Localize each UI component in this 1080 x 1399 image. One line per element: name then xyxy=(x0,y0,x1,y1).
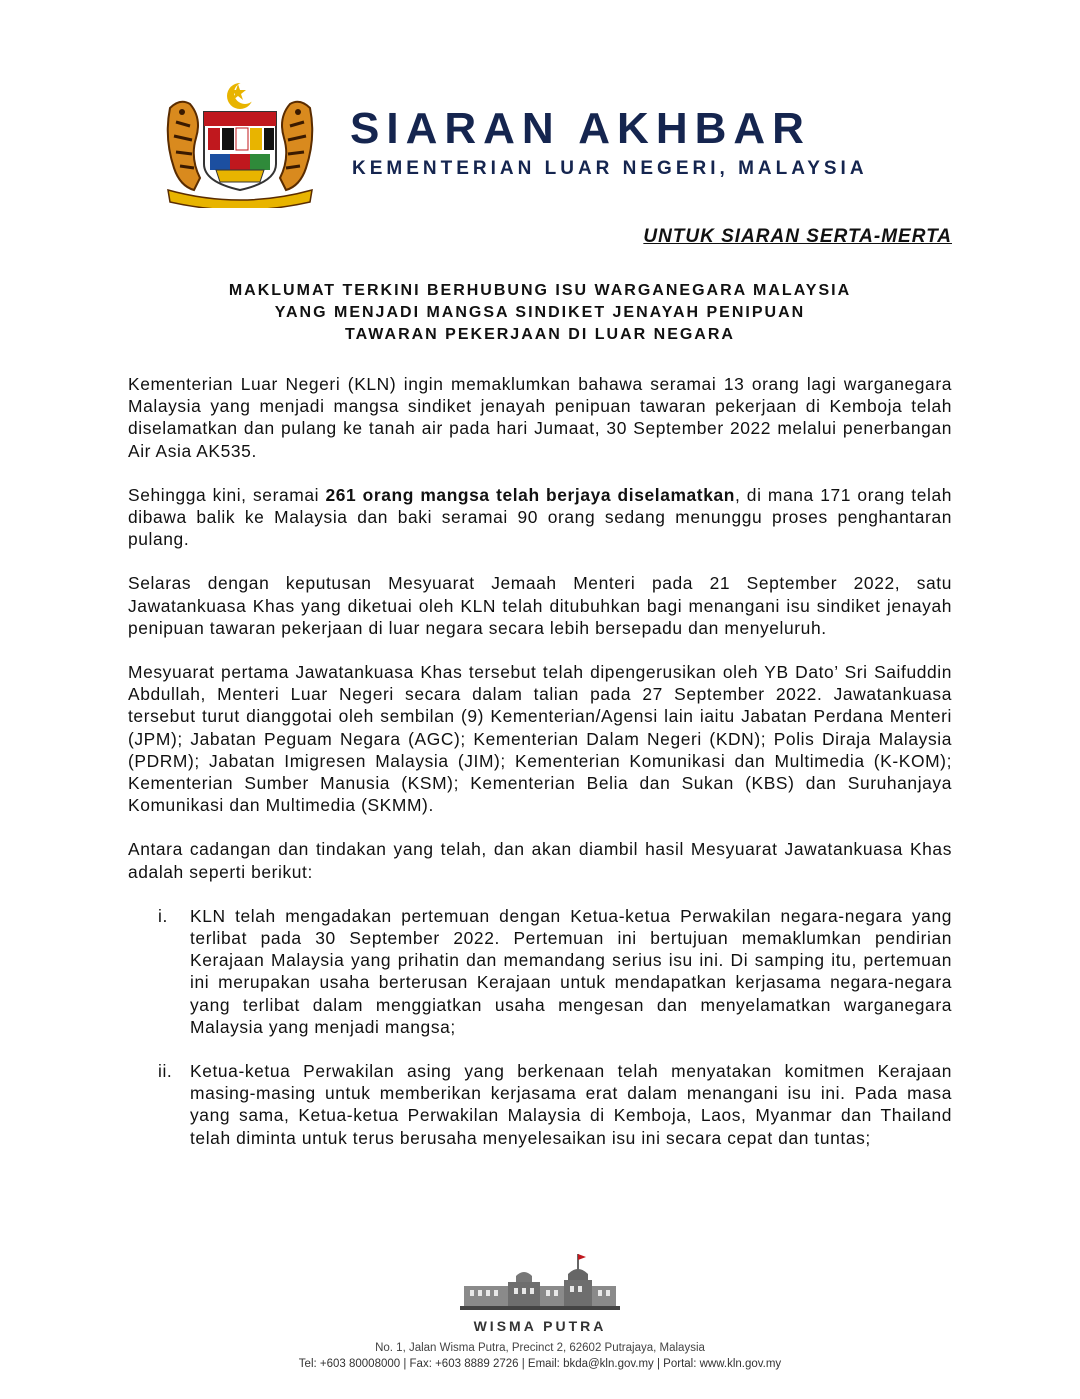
heading-line-2: YANG MENJADI MANGSA SINDIKET JENAYAH PENIPUAN xyxy=(274,304,806,321)
paragraph-3: Selaras dengan keputusan Mesyuarat Jemaah Menteri pada 21 September 2022, satu Jawatankuasa Khas yang diketuai oleh KLN telah ditubuhkan bagi menangani isu sindiket jenayah penipuan tawaran pekerjaan di luar negara secara lebih bersepadu dan menyeluruh. xyxy=(128,573,952,638)
wisma-putra-building-icon xyxy=(460,1252,620,1314)
document-title: SIARAN AKHBAR xyxy=(350,104,811,153)
list-item-text: Ketua-ketua Perwakilan asing yang berkenaan telah menyatakan komitmen Kerajaan masing-masing untuk memberikan kerjasama erat dalam menangani isu ini. Pada masa yang sama, Ketua-ketua Perwakilan Malaysia di Kemboja, Laos, Myanmar dan Thailand telah diminta untuk terus berusaha menyelesaikan isu ini secara cepat dan tuntas; xyxy=(190,1061,952,1148)
footer-address: No. 1, Jalan Wisma Putra, Precinct 2, 62602 Putrajaya, Malaysia xyxy=(375,1342,705,1354)
press-release-heading xyxy=(150,280,930,346)
list-item-text: KLN telah mengadakan pertemuan dengan Ketua-ketua Perwakilan negara-negara yang terlibat pada 30 September 2022. Pertemuan ini bertujuan memaklumkan pendirian Kerajaan Malaysia yang prihatin dan memandang serius isu ini. Di samping itu, pertemuan ini merupakan usaha berterusan Kerajaan untuk mendapatkan kerjasama negara-negara yang terlibat dalam menggiatkan usaha mengesan dan menyelamatkan warganegara Malaysia yang menjadi mangsa; xyxy=(190,905,952,1037)
list-item-number: i. xyxy=(158,905,168,926)
paragraph-4: Mesyuarat pertama Jawatankuasa Khas tersebut telah dipengerusikan oleh YB Dato’ Sri Saifuddin Abdullah, Menteri Luar Negeri secara dalam talian pada 27 September 2022. Jawatankuasa tersebut turut dianggotai oleh sembilan (9) Kementerian/Agensi lain iaitu Jabatan Perdana Menteri (JPM); Jabatan Peguam Negara (AGC); Kementerian Dalam Negeri (KDN); Polis Diraja Malaysia (PDRM); Jabatan Imigresen Malaysia (JIM); Kementerian Komunikasi dan Multimedia (K-KOM); Kementerian Sumber Manusia (KSM); Kementerian Belia dan Sukan (KBS) dan Suruhanjaya Komunikasi dan Multimedia (SKMM). xyxy=(128,662,952,816)
paragraph-2-highlight: 261 orang mangsa telah berjaya diselamatkan xyxy=(325,484,735,505)
footer-building-name: WISMA PUTRA xyxy=(473,1318,607,1334)
footer xyxy=(0,1252,1080,1370)
list-item xyxy=(128,1060,952,1149)
paragraph-2-start: Sehingga kini, seramai xyxy=(128,484,326,505)
list-item-number: ii. xyxy=(158,1061,173,1082)
paragraph-5: Antara cadangan dan tindakan yang telah, dan akan diambil hasil Mesyuarat Jawatankuasa Khas adalah seperti berikut: xyxy=(128,839,952,882)
release-label: UNTUK SIARAN SERTA-MERTA xyxy=(643,226,952,247)
paragraph-2 xyxy=(128,484,952,551)
heading-line-1: MAKLUMAT TERKINI BERHUBUNG ISU WARGANEGARA MALAYSIA xyxy=(228,282,852,299)
ministry-name: KEMENTERIAN LUAR NEGERI, MALAYSIA xyxy=(352,158,868,179)
press-release-body xyxy=(128,373,952,1171)
footer-contact: Tel: +603 80008000 | Fax: +603 8889 2726 | Email: bkda@kln.gov.my | Portal: www.kln.gov.my xyxy=(298,1358,782,1370)
malaysia-coat-of-arms-icon xyxy=(160,78,320,208)
letterhead xyxy=(160,78,920,208)
paragraph-2-end: , di mana 171 orang telah dibawa balik ke Malaysia dan baki seramai 90 orang sedang menunggu proses penghantaran pulang. xyxy=(128,484,953,550)
heading-line-3: TAWARAN PEKERJAAN DI LUAR NEGARA xyxy=(345,326,735,343)
paragraph-1: Kementerian Luar Negeri (KLN) ingin memaklumkan bahawa seramai 13 orang lagi warganegara Malaysia yang menjadi mangsa sindiket jenayah penipuan tawaran pekerjaan di Kemboja telah diselamatkan dan pulang ke tanah air pada hari Jumaat, 30 September 2022 melalui penerbangan Air Asia AK535. xyxy=(128,374,952,461)
action-list xyxy=(128,905,952,1149)
list-item xyxy=(128,905,952,1038)
